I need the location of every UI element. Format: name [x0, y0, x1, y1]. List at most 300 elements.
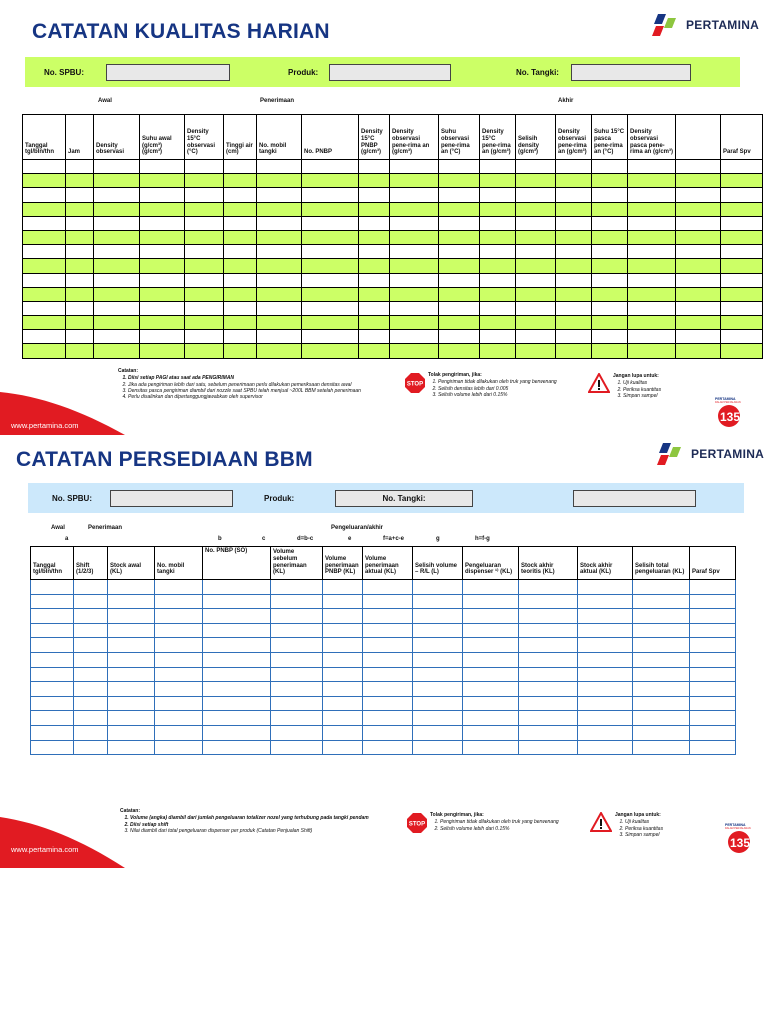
table-cell[interactable] — [516, 230, 556, 244]
table-cell[interactable] — [23, 330, 66, 344]
table-cell[interactable] — [224, 245, 257, 259]
table-cell[interactable] — [721, 259, 763, 273]
table-cell[interactable] — [676, 230, 721, 244]
table-cell[interactable] — [463, 682, 519, 697]
table-cell[interactable] — [721, 245, 763, 259]
table-cell[interactable] — [390, 202, 439, 216]
table-cell[interactable] — [108, 623, 155, 638]
table-cell[interactable] — [140, 259, 185, 273]
table-cell[interactable] — [108, 609, 155, 624]
table-cell[interactable] — [271, 696, 323, 711]
table-cell[interactable] — [271, 623, 323, 638]
table-cell[interactable] — [359, 216, 390, 230]
table-cell[interactable] — [463, 696, 519, 711]
table-cell[interactable] — [556, 259, 592, 273]
table-cell[interactable] — [480, 273, 516, 287]
table-cell[interactable] — [721, 301, 763, 315]
table-cell[interactable] — [140, 160, 185, 174]
table-cell[interactable] — [556, 316, 592, 330]
table-cell[interactable] — [271, 609, 323, 624]
table-cell[interactable] — [676, 259, 721, 273]
table-cell[interactable] — [628, 301, 676, 315]
table-cell[interactable] — [31, 652, 74, 667]
table-cell[interactable] — [224, 259, 257, 273]
table-cell[interactable] — [359, 316, 390, 330]
table-cell[interactable] — [31, 638, 74, 653]
table-cell[interactable] — [516, 202, 556, 216]
table-cell[interactable] — [155, 740, 203, 755]
table-cell[interactable] — [257, 188, 302, 202]
table-cell[interactable] — [676, 344, 721, 358]
table-cell[interactable] — [516, 216, 556, 230]
table-cell[interactable] — [155, 609, 203, 624]
table-cell[interactable] — [578, 696, 633, 711]
table-cell[interactable] — [74, 609, 108, 624]
table-cell[interactable] — [23, 188, 66, 202]
table-cell[interactable] — [633, 667, 690, 682]
table-cell[interactable] — [140, 273, 185, 287]
website-url[interactable]: www.pertamina.com — [11, 845, 79, 854]
table-cell[interactable] — [516, 188, 556, 202]
table-cell[interactable] — [323, 609, 363, 624]
table-cell[interactable] — [721, 287, 763, 301]
table-cell[interactable] — [516, 245, 556, 259]
table-cell[interactable] — [302, 287, 359, 301]
table-cell[interactable] — [66, 330, 94, 344]
table-cell[interactable] — [224, 330, 257, 344]
table-cell[interactable] — [108, 725, 155, 740]
table-cell[interactable] — [108, 682, 155, 697]
table-cell[interactable] — [31, 667, 74, 682]
table-cell[interactable] — [74, 638, 108, 653]
table-cell[interactable] — [676, 330, 721, 344]
table-cell[interactable] — [23, 230, 66, 244]
table-cell[interactable] — [633, 623, 690, 638]
table-cell[interactable] — [94, 188, 140, 202]
table-cell[interactable] — [94, 259, 140, 273]
website-url[interactable]: www.pertamina.com — [11, 421, 79, 430]
table-cell[interactable] — [556, 160, 592, 174]
table-cell[interactable] — [390, 344, 439, 358]
table-cell[interactable] — [592, 202, 628, 216]
table-cell[interactable] — [66, 202, 94, 216]
table-cell[interactable] — [359, 273, 390, 287]
table-cell[interactable] — [224, 316, 257, 330]
table-cell[interactable] — [359, 301, 390, 315]
table-cell[interactable] — [185, 259, 224, 273]
table-cell[interactable] — [578, 623, 633, 638]
table-cell[interactable] — [203, 667, 271, 682]
table-cell[interactable] — [390, 216, 439, 230]
table-cell[interactable] — [413, 609, 463, 624]
table-cell[interactable] — [633, 609, 690, 624]
table-cell[interactable] — [108, 638, 155, 653]
table-cell[interactable] — [721, 230, 763, 244]
table-cell[interactable] — [628, 160, 676, 174]
table-cell[interactable] — [633, 725, 690, 740]
table-cell[interactable] — [519, 667, 578, 682]
table-cell[interactable] — [257, 202, 302, 216]
table-cell[interactable] — [439, 344, 480, 358]
table-cell[interactable] — [628, 344, 676, 358]
table-cell[interactable] — [185, 301, 224, 315]
table-cell[interactable] — [556, 216, 592, 230]
table-cell[interactable] — [94, 160, 140, 174]
table-cell[interactable] — [363, 594, 413, 609]
table-cell[interactable] — [257, 330, 302, 344]
table-cell[interactable] — [363, 609, 413, 624]
table-cell[interactable] — [66, 344, 94, 358]
table-cell[interactable] — [359, 188, 390, 202]
table-cell[interactable] — [721, 174, 763, 188]
table-cell[interactable] — [323, 696, 363, 711]
table-cell[interactable] — [66, 216, 94, 230]
table-cell[interactable] — [155, 667, 203, 682]
table-cell[interactable] — [690, 652, 736, 667]
table-cell[interactable] — [155, 682, 203, 697]
table-cell[interactable] — [463, 740, 519, 755]
table-cell[interactable] — [257, 216, 302, 230]
table-cell[interactable] — [185, 230, 224, 244]
table-cell[interactable] — [413, 667, 463, 682]
table-cell[interactable] — [676, 301, 721, 315]
table-cell[interactable] — [257, 259, 302, 273]
table-cell[interactable] — [516, 301, 556, 315]
table-cell[interactable] — [323, 594, 363, 609]
table-cell[interactable] — [413, 725, 463, 740]
table-cell[interactable] — [185, 273, 224, 287]
table-cell[interactable] — [185, 188, 224, 202]
table-cell[interactable] — [257, 316, 302, 330]
table-cell[interactable] — [690, 594, 736, 609]
table-cell[interactable] — [628, 174, 676, 188]
table-cell[interactable] — [108, 740, 155, 755]
table-cell[interactable] — [94, 344, 140, 358]
table-cell[interactable] — [302, 273, 359, 287]
table-cell[interactable] — [556, 202, 592, 216]
table-cell[interactable] — [390, 230, 439, 244]
table-cell[interactable] — [390, 273, 439, 287]
table-cell[interactable] — [74, 711, 108, 726]
table-cell[interactable] — [676, 174, 721, 188]
table-cell[interactable] — [302, 216, 359, 230]
table-cell[interactable] — [690, 667, 736, 682]
table-cell[interactable] — [323, 740, 363, 755]
table-cell[interactable] — [439, 174, 480, 188]
table-cell[interactable] — [439, 316, 480, 330]
table-cell[interactable] — [74, 740, 108, 755]
table-cell[interactable] — [66, 230, 94, 244]
table-cell[interactable] — [302, 344, 359, 358]
table-cell[interactable] — [155, 652, 203, 667]
table-cell[interactable] — [359, 287, 390, 301]
table-cell[interactable] — [140, 230, 185, 244]
table-cell[interactable] — [257, 344, 302, 358]
table-cell[interactable] — [94, 216, 140, 230]
table-cell[interactable] — [224, 230, 257, 244]
table-cell[interactable] — [359, 245, 390, 259]
table-cell[interactable] — [633, 711, 690, 726]
table-cell[interactable] — [140, 216, 185, 230]
table-cell[interactable] — [31, 580, 74, 595]
table-cell[interactable] — [592, 259, 628, 273]
table-cell[interactable] — [23, 259, 66, 273]
table-cell[interactable] — [592, 316, 628, 330]
table-cell[interactable] — [519, 740, 578, 755]
table-cell[interactable] — [271, 682, 323, 697]
table-cell[interactable] — [390, 301, 439, 315]
spbu-field[interactable] — [106, 64, 230, 81]
table-cell[interactable] — [185, 216, 224, 230]
table-cell[interactable] — [271, 652, 323, 667]
table-cell[interactable] — [439, 287, 480, 301]
table-cell[interactable] — [556, 188, 592, 202]
table-cell[interactable] — [140, 188, 185, 202]
table-cell[interactable] — [519, 609, 578, 624]
table-cell[interactable] — [592, 230, 628, 244]
table-cell[interactable] — [66, 188, 94, 202]
table-cell[interactable] — [155, 696, 203, 711]
table-cell[interactable] — [721, 202, 763, 216]
table-cell[interactable] — [94, 301, 140, 315]
table-cell[interactable] — [676, 216, 721, 230]
table-cell[interactable] — [363, 711, 413, 726]
table-cell[interactable] — [390, 330, 439, 344]
table-cell[interactable] — [140, 245, 185, 259]
table-cell[interactable] — [108, 667, 155, 682]
table-cell[interactable] — [676, 160, 721, 174]
table-cell[interactable] — [66, 174, 94, 188]
table-cell[interactable] — [271, 725, 323, 740]
table-cell[interactable] — [108, 594, 155, 609]
table-cell[interactable] — [516, 259, 556, 273]
table-cell[interactable] — [74, 696, 108, 711]
table-cell[interactable] — [633, 740, 690, 755]
table-cell[interactable] — [480, 287, 516, 301]
table-cell[interactable] — [185, 330, 224, 344]
table-cell[interactable] — [302, 259, 359, 273]
table-cell[interactable] — [676, 245, 721, 259]
table-cell[interactable] — [578, 725, 633, 740]
table-cell[interactable] — [66, 245, 94, 259]
table-cell[interactable] — [66, 273, 94, 287]
table-cell[interactable] — [556, 287, 592, 301]
table-cell[interactable] — [66, 160, 94, 174]
table-cell[interactable] — [480, 245, 516, 259]
table-cell[interactable] — [271, 594, 323, 609]
table-cell[interactable] — [690, 623, 736, 638]
table-cell[interactable] — [108, 696, 155, 711]
table-cell[interactable] — [690, 696, 736, 711]
table-cell[interactable] — [463, 609, 519, 624]
table-cell[interactable] — [359, 344, 390, 358]
table-cell[interactable] — [74, 652, 108, 667]
table-cell[interactable] — [363, 682, 413, 697]
table-cell[interactable] — [359, 160, 390, 174]
table-cell[interactable] — [224, 287, 257, 301]
table-cell[interactable] — [31, 711, 74, 726]
tangki-field[interactable] — [573, 490, 696, 507]
table-cell[interactable] — [413, 682, 463, 697]
table-cell[interactable] — [413, 580, 463, 595]
table-cell[interactable] — [633, 638, 690, 653]
table-cell[interactable] — [592, 287, 628, 301]
table-cell[interactable] — [480, 188, 516, 202]
table-cell[interactable] — [363, 580, 413, 595]
table-cell[interactable] — [140, 330, 185, 344]
table-cell[interactable] — [323, 652, 363, 667]
table-cell[interactable] — [359, 230, 390, 244]
table-cell[interactable] — [185, 245, 224, 259]
table-cell[interactable] — [108, 652, 155, 667]
table-cell[interactable] — [439, 330, 480, 344]
table-cell[interactable] — [592, 330, 628, 344]
table-cell[interactable] — [390, 160, 439, 174]
table-cell[interactable] — [690, 609, 736, 624]
table-cell[interactable] — [480, 344, 516, 358]
table-cell[interactable] — [23, 273, 66, 287]
table-cell[interactable] — [203, 594, 271, 609]
table-cell[interactable] — [390, 287, 439, 301]
table-cell[interactable] — [519, 696, 578, 711]
table-cell[interactable] — [302, 202, 359, 216]
table-cell[interactable] — [323, 725, 363, 740]
table-cell[interactable] — [224, 301, 257, 315]
table-cell[interactable] — [480, 330, 516, 344]
table-cell[interactable] — [439, 202, 480, 216]
table-cell[interactable] — [302, 316, 359, 330]
table-cell[interactable] — [31, 594, 74, 609]
table-cell[interactable] — [140, 344, 185, 358]
table-cell[interactable] — [578, 667, 633, 682]
table-cell[interactable] — [516, 344, 556, 358]
table-cell[interactable] — [302, 174, 359, 188]
table-cell[interactable] — [556, 245, 592, 259]
table-cell[interactable] — [480, 259, 516, 273]
table-cell[interactable] — [390, 245, 439, 259]
table-cell[interactable] — [439, 216, 480, 230]
table-cell[interactable] — [721, 188, 763, 202]
table-cell[interactable] — [185, 287, 224, 301]
table-cell[interactable] — [413, 623, 463, 638]
table-cell[interactable] — [271, 667, 323, 682]
table-cell[interactable] — [224, 174, 257, 188]
table-cell[interactable] — [94, 330, 140, 344]
table-cell[interactable] — [556, 230, 592, 244]
table-cell[interactable] — [74, 623, 108, 638]
table-cell[interactable] — [690, 638, 736, 653]
table-cell[interactable] — [556, 301, 592, 315]
table-cell[interactable] — [676, 188, 721, 202]
table-cell[interactable] — [302, 301, 359, 315]
table-cell[interactable] — [224, 188, 257, 202]
table-cell[interactable] — [363, 638, 413, 653]
table-cell[interactable] — [556, 344, 592, 358]
table-cell[interactable] — [519, 638, 578, 653]
table-cell[interactable] — [66, 301, 94, 315]
table-cell[interactable] — [463, 638, 519, 653]
table-cell[interactable] — [628, 287, 676, 301]
table-cell[interactable] — [23, 245, 66, 259]
table-cell[interactable] — [185, 174, 224, 188]
table-cell[interactable] — [519, 682, 578, 697]
table-cell[interactable] — [516, 273, 556, 287]
table-cell[interactable] — [463, 623, 519, 638]
table-cell[interactable] — [578, 740, 633, 755]
table-cell[interactable] — [323, 638, 363, 653]
table-cell[interactable] — [302, 230, 359, 244]
table-cell[interactable] — [155, 638, 203, 653]
table-cell[interactable] — [390, 259, 439, 273]
table-cell[interactable] — [690, 725, 736, 740]
table-cell[interactable] — [74, 580, 108, 595]
table-cell[interactable] — [556, 273, 592, 287]
table-cell[interactable] — [257, 160, 302, 174]
table-cell[interactable] — [519, 725, 578, 740]
table-cell[interactable] — [140, 287, 185, 301]
table-cell[interactable] — [302, 188, 359, 202]
table-cell[interactable] — [74, 682, 108, 697]
table-cell[interactable] — [271, 711, 323, 726]
table-cell[interactable] — [302, 330, 359, 344]
table-cell[interactable] — [66, 287, 94, 301]
table-cell[interactable] — [463, 667, 519, 682]
table-cell[interactable] — [592, 273, 628, 287]
table-cell[interactable] — [203, 711, 271, 726]
table-cell[interactable] — [413, 740, 463, 755]
table-cell[interactable] — [224, 273, 257, 287]
table-cell[interactable] — [31, 682, 74, 697]
table-cell[interactable] — [224, 216, 257, 230]
table-cell[interactable] — [676, 287, 721, 301]
table-cell[interactable] — [94, 316, 140, 330]
table-cell[interactable] — [31, 725, 74, 740]
table-cell[interactable] — [463, 652, 519, 667]
table-cell[interactable] — [23, 301, 66, 315]
table-cell[interactable] — [66, 259, 94, 273]
table-cell[interactable] — [94, 273, 140, 287]
table-cell[interactable] — [578, 580, 633, 595]
table-cell[interactable] — [323, 682, 363, 697]
table-cell[interactable] — [592, 344, 628, 358]
table-cell[interactable] — [203, 580, 271, 595]
table-cell[interactable] — [23, 216, 66, 230]
table-cell[interactable] — [31, 623, 74, 638]
table-cell[interactable] — [155, 623, 203, 638]
table-cell[interactable] — [413, 594, 463, 609]
table-cell[interactable] — [302, 160, 359, 174]
table-cell[interactable] — [592, 216, 628, 230]
table-cell[interactable] — [463, 725, 519, 740]
table-cell[interactable] — [463, 580, 519, 595]
table-cell[interactable] — [203, 725, 271, 740]
table-cell[interactable] — [578, 609, 633, 624]
table-cell[interactable] — [628, 202, 676, 216]
table-cell[interactable] — [140, 301, 185, 315]
table-cell[interactable] — [480, 301, 516, 315]
table-cell[interactable] — [257, 301, 302, 315]
table-cell[interactable] — [516, 287, 556, 301]
table-cell[interactable] — [480, 202, 516, 216]
table-cell[interactable] — [363, 623, 413, 638]
table-cell[interactable] — [140, 202, 185, 216]
table-cell[interactable] — [633, 696, 690, 711]
table-cell[interactable] — [633, 652, 690, 667]
table-cell[interactable] — [578, 711, 633, 726]
table-cell[interactable] — [31, 609, 74, 624]
table-cell[interactable] — [23, 344, 66, 358]
table-cell[interactable] — [203, 740, 271, 755]
